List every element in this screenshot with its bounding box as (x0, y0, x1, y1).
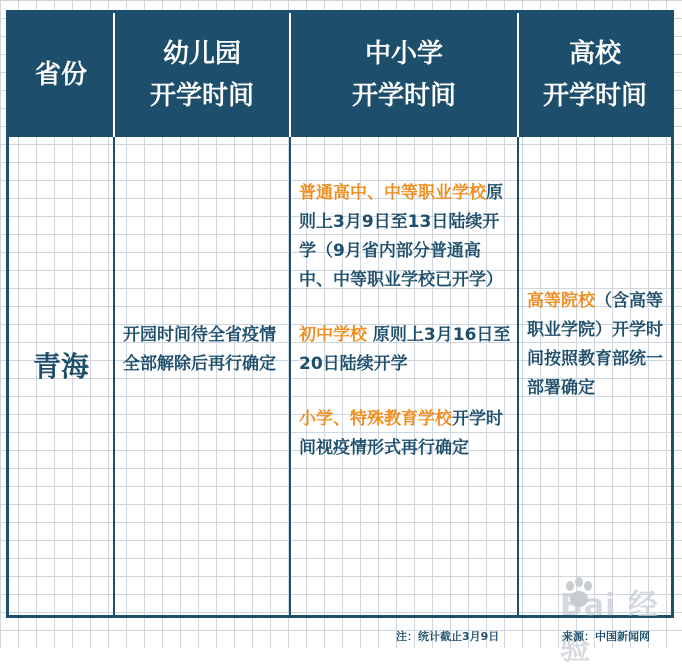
cell-province (9, 137, 115, 615)
kindergarten-text: 开园时间待全省疫情全部解除后再行确定 (123, 325, 276, 374)
footer-source: 来源：中国新闻网 (562, 630, 650, 643)
college-highlight: 高等院校 (527, 291, 595, 311)
footer-note: 注：统计截止3月9日 (396, 630, 500, 643)
college-body: （含高等职业学院）开学时间按照教育部统一部署确定 (527, 291, 663, 398)
middle-primary-text (299, 179, 511, 463)
high-school-highlight: 普通高中、中等职业学校 (299, 183, 486, 203)
header-school-line1: 中小学 (364, 39, 443, 69)
province-name: 青海 (32, 350, 89, 383)
header-kindergarten-line2: 开学时间 (149, 81, 254, 111)
header-province-label: 省份 (34, 60, 87, 90)
header-province (9, 13, 115, 137)
junior-school-text: 原则上3月16日至20日陆续开学 (299, 325, 511, 374)
header-college (519, 13, 671, 137)
primary-school-text: 开学时间视疫情形式再行确定 (299, 409, 503, 458)
header-college-line2: 开学时间 (542, 81, 647, 111)
high-school-paragraph (299, 179, 511, 295)
junior-school-paragraph (299, 321, 511, 379)
junior-school-highlight: 初中学校 (299, 325, 367, 345)
cell-kindergarten (115, 137, 291, 615)
primary-school-highlight: 小学、特殊教育学校 (299, 409, 452, 429)
cell-middle-primary (291, 137, 519, 615)
header-college-line1: 高校 (568, 39, 621, 69)
header-school-line2: 开学时间 (351, 81, 456, 111)
header-kindergarten-line1: 幼儿园 (162, 39, 241, 69)
header-kindergarten (115, 13, 291, 137)
table-row (9, 137, 671, 615)
school-opening-table (6, 10, 674, 618)
college-text (527, 287, 665, 403)
watermark-text: Bai 经验 (560, 588, 659, 667)
table-header (9, 13, 671, 137)
cell-college (519, 137, 671, 615)
high-school-text: 原则上3月9日至13日陆续开学（9月省内部分普通高中、中等职业学校已开学） (299, 183, 503, 290)
primary-school-paragraph (299, 405, 511, 463)
header-middle-primary (291, 13, 519, 137)
footer (0, 626, 682, 644)
